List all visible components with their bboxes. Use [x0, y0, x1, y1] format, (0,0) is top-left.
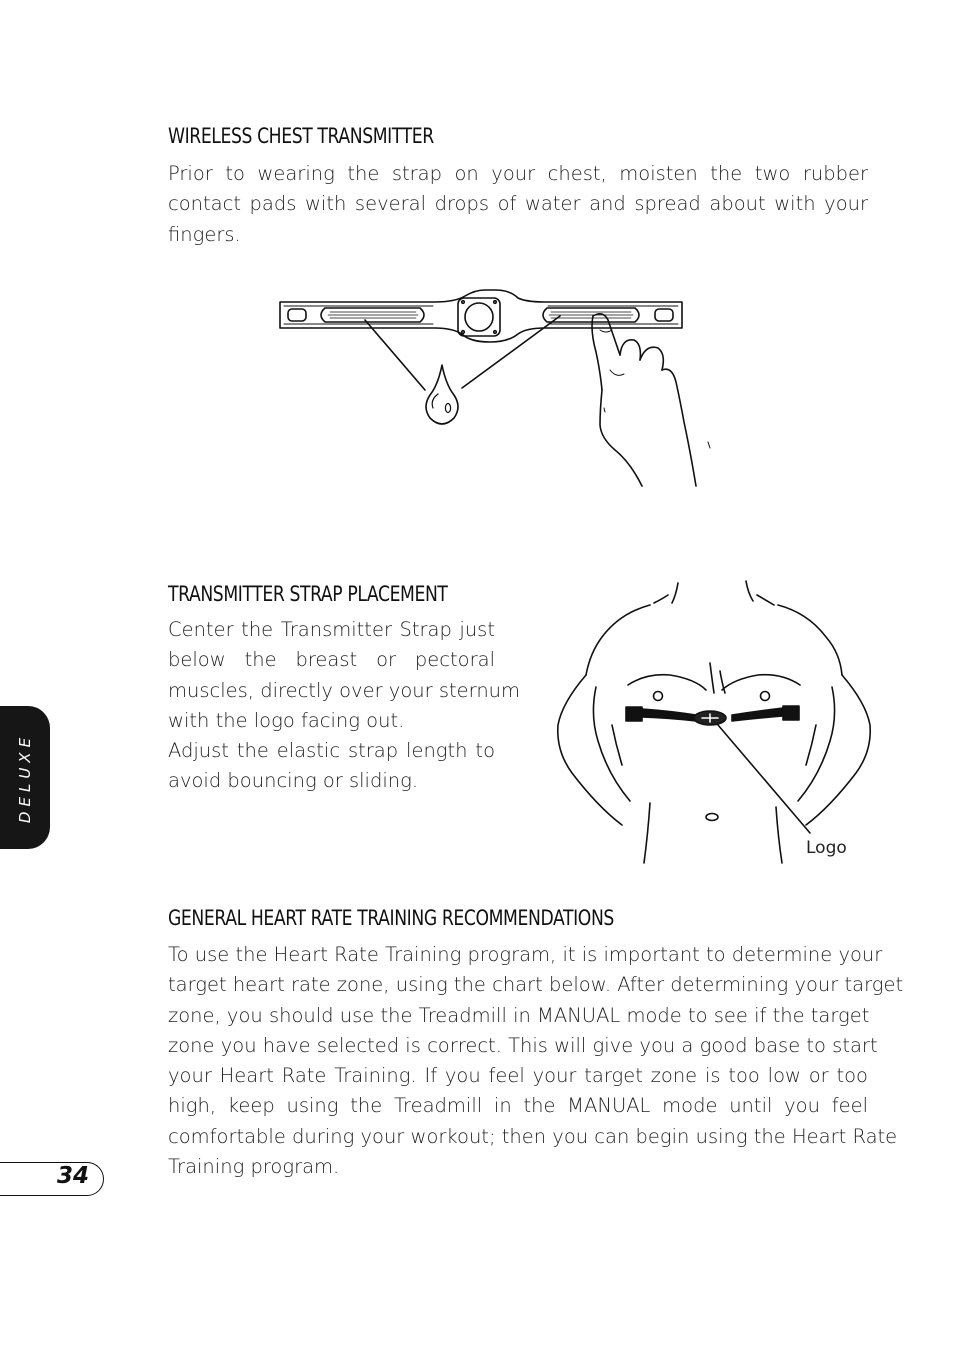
text-line: contact pads with several drops of water and spread about with your: [168, 192, 868, 216]
text-line: Adjust the elastic strap length to: [168, 739, 495, 763]
page-number-tab: [0, 1162, 104, 1196]
page-number: 34: [56, 1163, 89, 1189]
text-line: avoid bouncing or sliding.: [168, 769, 419, 793]
logo-callout-label: Logo: [806, 838, 847, 858]
text-line: To use the Heart Rate Training program, it is important to determine your: [168, 943, 883, 966]
section-paragraph-general-heart-rate: [168, 940, 904, 1182]
torso-strap-illustration: [550, 575, 880, 870]
chest-strap-illustration: [270, 290, 730, 490]
text-line: Prior to wearing the strap on your chest, moisten the two rubber: [168, 162, 868, 185]
side-tab: [0, 706, 50, 849]
section-paragraph-transmitter-strap-placement: [168, 615, 521, 797]
text-line: high, keep using the Treadmill in the MANUAL mode until you feel: [168, 1094, 868, 1118]
text-line: muscles, directly over your sternum: [168, 678, 521, 702]
text-line: your Heart Rate Training. If you feel your target zone is too low or too: [168, 1064, 868, 1088]
text-line: zone, you should use the Treadmill in MANUAL mode to see if the target: [168, 1003, 870, 1027]
section-paragraph-wireless-chest-transmitter: [168, 159, 868, 250]
section-heading-transmitter-strap-placement: TRANSMITTER STRAP PLACEMENT: [168, 582, 448, 606]
text-line: below the breast or pectoral: [168, 648, 495, 672]
section-heading-general-heart-rate: GENERAL HEART RATE TRAINING RECOMMENDATIONS: [168, 906, 614, 930]
side-tab-label: DELUXE: [16, 732, 34, 823]
text-line: Training program.: [168, 1155, 340, 1179]
text-line: Center the Transmitter Strap just: [168, 618, 495, 641]
text-line: target heart rate zone, using the chart below. After determining your target: [168, 973, 904, 997]
text-line: with the logo facing out.: [168, 708, 405, 732]
text-line: fingers.: [168, 222, 241, 246]
text-line: zone you have selected is correct. This will give you a good base to start: [168, 1033, 878, 1057]
section-heading-wireless-chest-transmitter: WIRELESS CHEST TRANSMITTER: [168, 124, 434, 148]
text-line: comfortable during your workout; then you can begin using the Heart Rate: [168, 1124, 898, 1148]
